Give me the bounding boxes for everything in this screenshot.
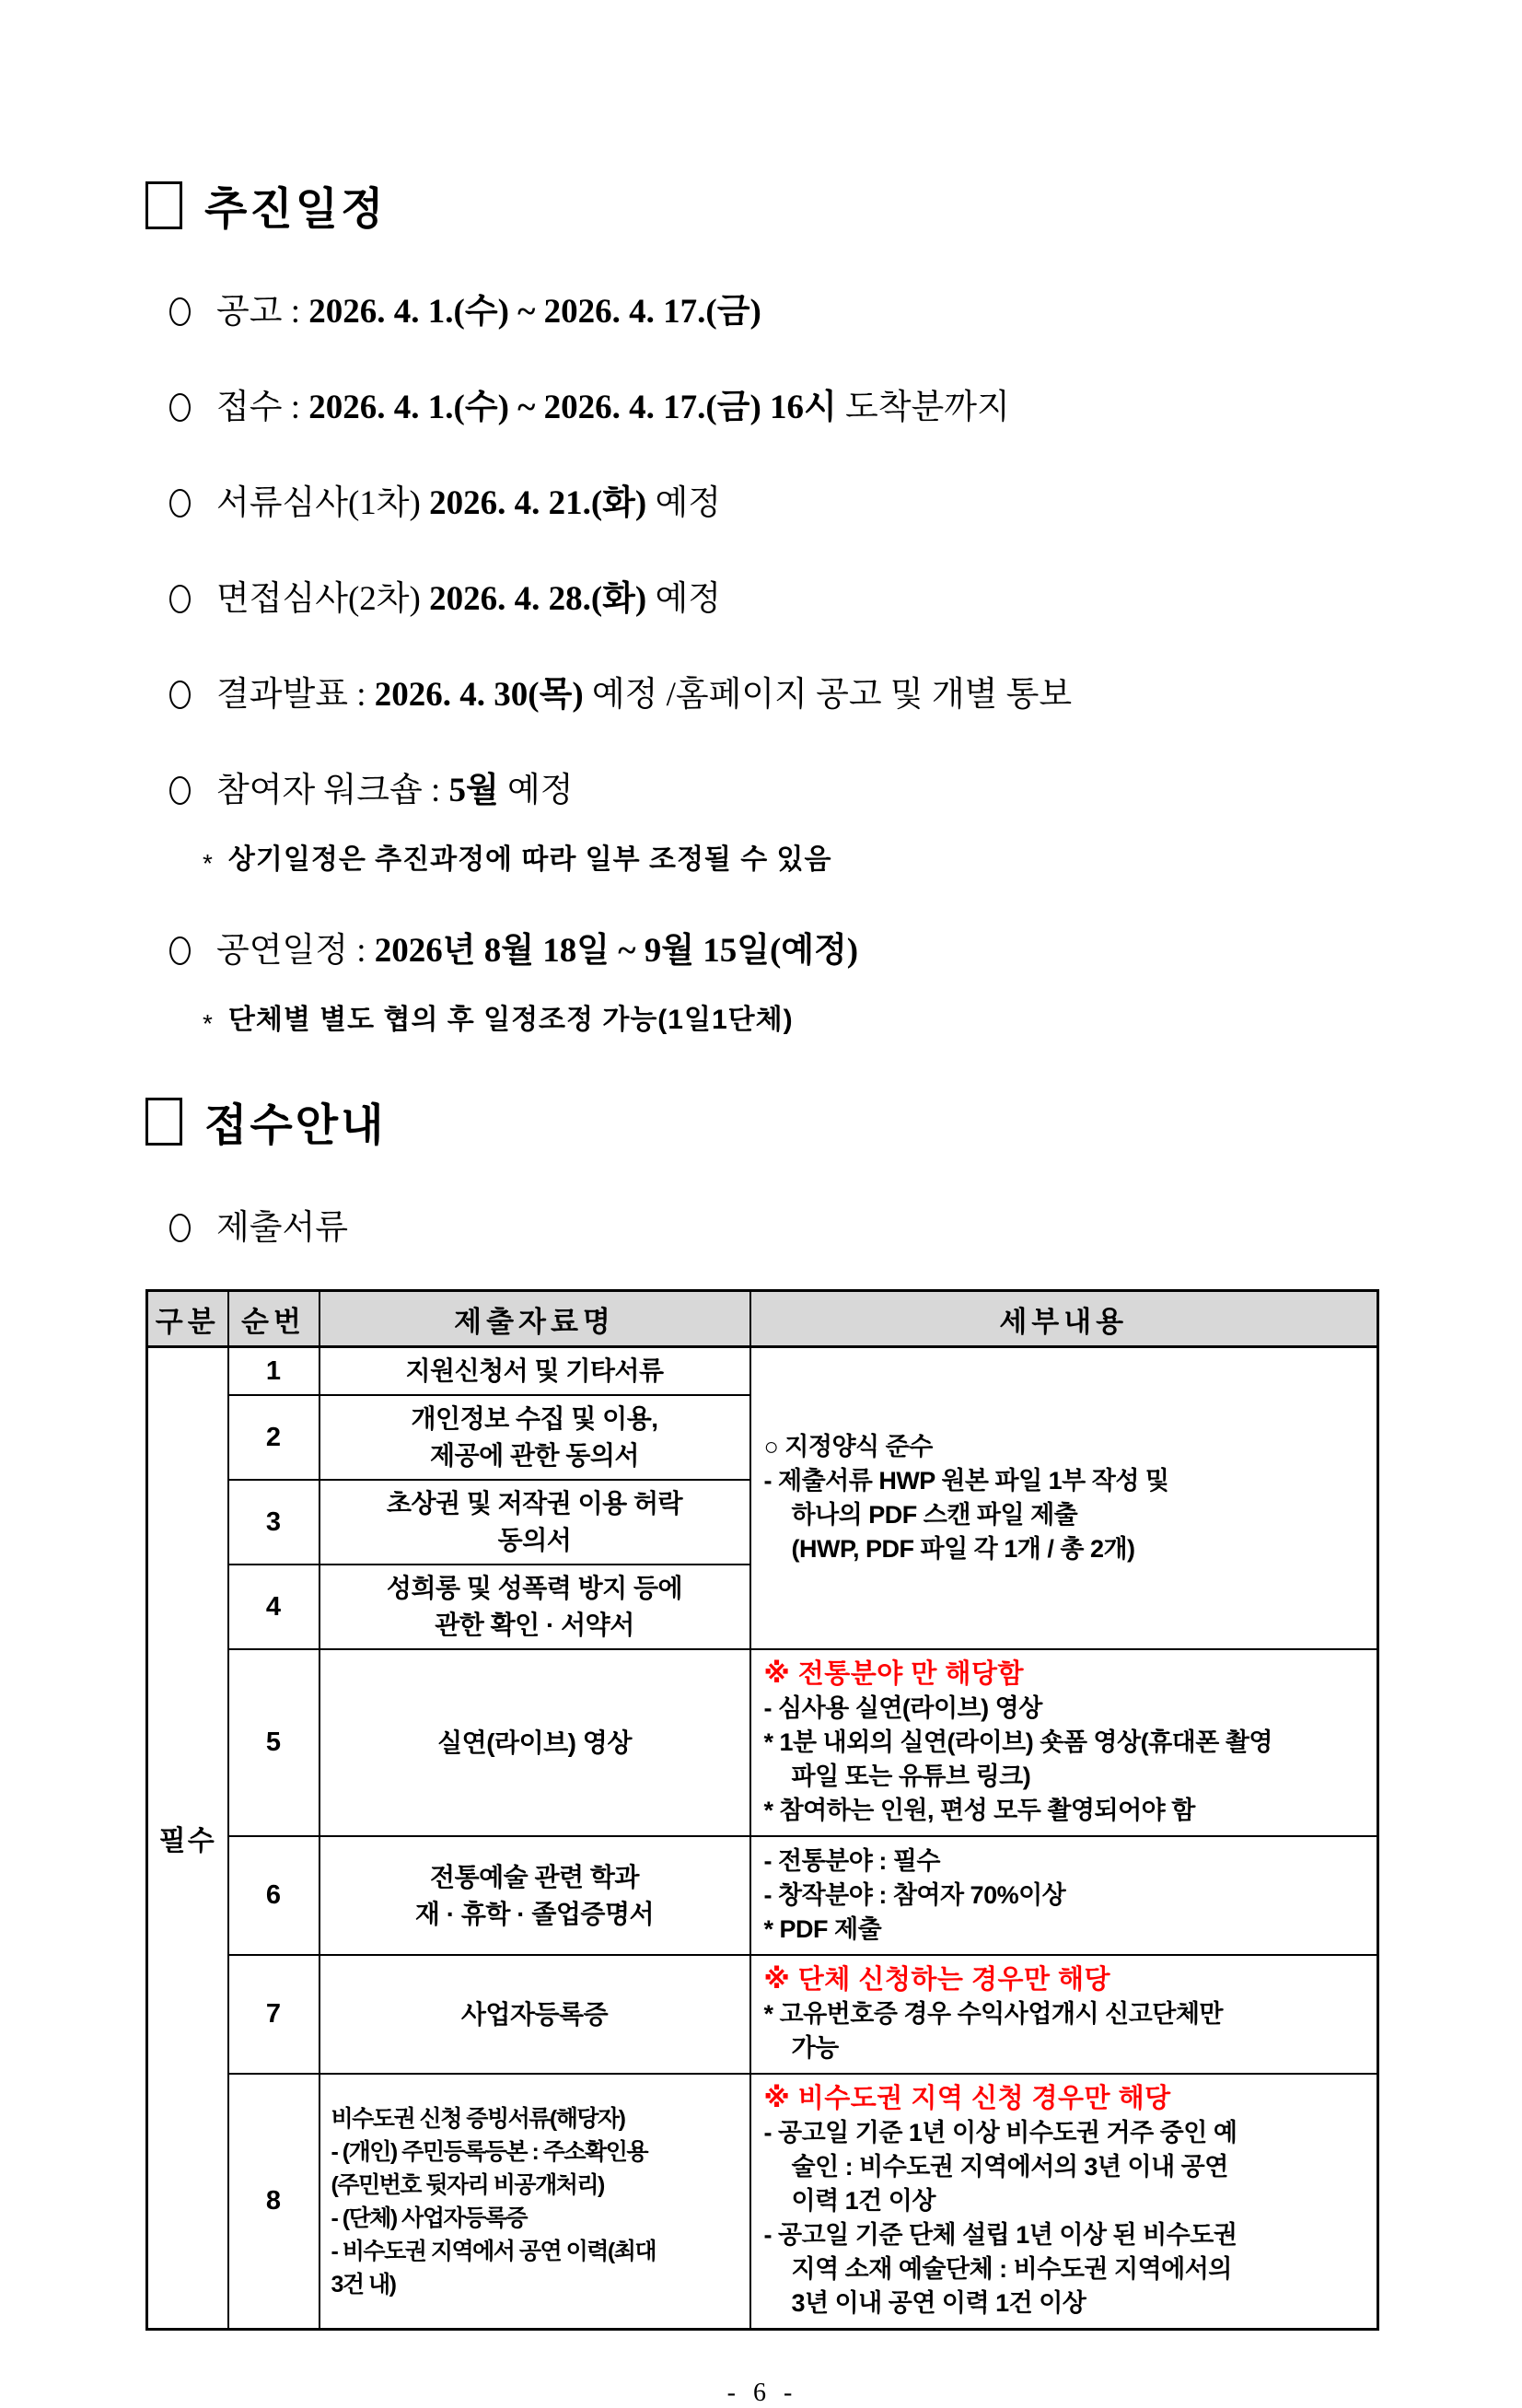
circle-bullet-icon xyxy=(169,393,191,422)
doc-name-cell xyxy=(320,1395,750,1480)
detail-line: 하나의 PDF 스캔 파일 제출 xyxy=(791,1501,1078,1529)
schedule-item-text: 참여자 워크숍 : 5월 예정 xyxy=(216,772,574,809)
schedule-item-text: 공연일정 : 2026년 8월 18일 ~ 9월 15일(예정) xyxy=(216,932,859,970)
doc-name-line: 제공에 관한 동의서 xyxy=(430,1441,639,1470)
detail-line: * 참여하는 인원, 편성 모두 촬영되어야 함 xyxy=(763,1797,1195,1824)
row-number-cell: 2 xyxy=(228,1395,320,1480)
section-schedule xyxy=(145,173,1379,1041)
detail-note-red: ※ 전통분야 만 해당함 xyxy=(763,1659,1024,1689)
doc-name-line: 3건 내) xyxy=(331,2271,396,2297)
schedule-item-text: 접수 : 2026. 4. 1.(수) ~ 2026. 4. 17.(금) 16시 도착분까지 xyxy=(216,389,1010,426)
circle-bullet-icon xyxy=(169,776,191,805)
detail-cell xyxy=(750,1649,1378,1836)
circle-bullet-icon xyxy=(169,681,191,709)
doc-name-line: 동의서 xyxy=(497,1526,572,1554)
doc-name-cell xyxy=(320,2074,750,2330)
detail-line: - 공고일 기준 단체 설립 1년 이상 된 비수도권 xyxy=(763,2221,1237,2249)
table-row xyxy=(147,1836,1378,1955)
circle-bullet-icon xyxy=(169,585,191,613)
detail-cell xyxy=(750,2074,1378,2330)
detail-line: * PDF 제출 xyxy=(763,1915,882,1943)
group-label-cell: 필수 xyxy=(147,1347,228,2330)
schedule-list xyxy=(145,290,1379,1041)
table-row xyxy=(147,1649,1378,1836)
schedule-item xyxy=(169,482,1379,526)
detail-line: 지역 소재 예술단체 : 비수도권 지역에서의 xyxy=(791,2255,1232,2283)
schedule-item-text: 서류심사(1차) 2026. 4. 21.(화) 예정 xyxy=(216,484,721,522)
table-row xyxy=(147,1955,1378,2074)
doc-name-cell xyxy=(320,1565,750,1649)
doc-name-cell xyxy=(320,1347,750,1396)
circle-bullet-icon xyxy=(169,297,191,326)
circle-bullet-icon xyxy=(169,489,191,518)
detail-line: 3년 이내 공연 이력 1건 이상 xyxy=(791,2289,1086,2317)
schedule-item-text: 공고 : 2026. 4. 1.(수) ~ 2026. 4. 17.(금) xyxy=(216,293,761,331)
schedule-item xyxy=(169,673,1379,717)
application-heading-label: 접수안내 xyxy=(204,1101,387,1150)
row-number-cell: 8 xyxy=(228,2074,320,2330)
schedule-item-text: 면접심사(2차) 2026. 4. 28.(화) 예정 xyxy=(216,580,721,618)
schedule-item xyxy=(169,769,1379,813)
schedule-item xyxy=(169,290,1379,334)
schedule-item-text: 결과발표 : 2026. 4. 30(목) 예정 /홈페이지 공고 및 개별 통보 xyxy=(216,676,1073,714)
row-number-cell: 3 xyxy=(228,1480,320,1565)
doc-name-line: 사업자등록증 xyxy=(460,1999,609,2029)
schedule-heading-label: 추진일정 xyxy=(204,185,387,234)
doc-name-line: 성희롱 및 성폭력 방지 등에 xyxy=(386,1574,683,1602)
table-header-cell: 세부내용 xyxy=(750,1291,1378,1347)
row-number-cell: 4 xyxy=(228,1565,320,1649)
doc-name-line: 초상권 및 저작권 이용 허락 xyxy=(386,1489,683,1518)
schedule-heading xyxy=(145,173,1379,237)
table-row xyxy=(147,2074,1378,2330)
detail-line: ○ 지정양식 준수 xyxy=(763,1433,933,1460)
detail-line: - 전통분야 : 필수 xyxy=(763,1847,940,1875)
schedule-note-text: 상기일정은 추진과정에 따라 일부 조정될 수 있음 xyxy=(227,844,832,875)
circle-bullet-icon xyxy=(169,936,191,965)
detail-line: (HWP, PDF 파일 각 1개 / 총 2개) xyxy=(791,1535,1135,1563)
detail-line: 파일 또는 유튜브 링크) xyxy=(791,1762,1031,1790)
page-number: - 6 - xyxy=(726,2379,798,2407)
schedule-item xyxy=(169,577,1379,622)
doc-name-line: 지원신청서 및 기타서류 xyxy=(405,1356,664,1385)
detail-cell xyxy=(750,1347,1378,1650)
detail-line: - 창작분야 : 참여자 70%이상 xyxy=(763,1881,1066,1909)
detail-note-red: ※ 비수도권 지역 신청 경우만 해당 xyxy=(763,2084,1171,2113)
submission-documents-table xyxy=(145,1289,1379,2331)
table-header-row xyxy=(147,1291,1378,1347)
detail-line: - 제출서류 HWP 원본 파일 1부 작성 및 xyxy=(763,1467,1169,1495)
doc-name-line: 재 · 휴학 · 졸업증명서 xyxy=(414,1899,655,1928)
submit-docs-label: 제출서류 xyxy=(216,1209,348,1247)
doc-name-line: 전통예술 관련 학과 xyxy=(430,1862,639,1891)
detail-line: 이력 1건 이상 xyxy=(791,2187,935,2215)
detail-line: * 1분 내외의 실연(라이브) 숏폼 영상(휴대폰 촬영 xyxy=(763,1728,1272,1756)
doc-name-line: (주민번호 뒷자리 비공개처리) xyxy=(331,2171,604,2198)
doc-name-line: 관한 확인 · 서약서 xyxy=(435,1611,634,1639)
doc-name-line: - (단체) 사업자등록증 xyxy=(331,2204,528,2231)
doc-name-line: - 비수도권 지역에서 공연 이력(최대 xyxy=(331,2238,656,2264)
table-header-cell: 순번 xyxy=(228,1291,320,1347)
doc-name-cell xyxy=(320,1480,750,1565)
square-bullet-icon xyxy=(145,181,182,229)
table-header-cell: 구분 xyxy=(147,1291,228,1347)
table-header-cell: 제출자료명 xyxy=(320,1291,750,1347)
doc-name-line: - (개인) 주민등록등본 : 주소확인용 xyxy=(331,2138,648,2165)
detail-cell xyxy=(750,1955,1378,2074)
doc-name-line: 실연(라이브) 영상 xyxy=(437,1727,632,1757)
table-body xyxy=(147,1347,1378,2330)
row-number-cell: 5 xyxy=(228,1649,320,1836)
detail-note-red: ※ 단체 신청하는 경우만 해당 xyxy=(763,1965,1111,1995)
detail-line: - 공고일 기준 1년 이상 비수도권 거주 중인 예 xyxy=(763,2119,1237,2146)
detail-line: 가능 xyxy=(791,2034,839,2062)
submit-docs-bullet xyxy=(169,1206,1379,1251)
schedule-note-text: 단체별 별도 협의 후 일정조정 가능(1일1단체) xyxy=(227,1005,794,1035)
detail-line: 술인 : 비수도권 지역에서의 3년 이내 공연 xyxy=(791,2153,1228,2181)
asterisk-icon: * xyxy=(203,1009,214,1038)
doc-name-line: 개인정보 수집 및 이용, xyxy=(411,1404,658,1433)
doc-name-cell xyxy=(320,1955,750,2074)
doc-name-cell xyxy=(320,1836,750,1955)
schedule-note xyxy=(203,843,1379,881)
doc-name-cell xyxy=(320,1649,750,1836)
schedule-note xyxy=(203,1003,1379,1041)
row-number-cell: 1 xyxy=(228,1347,320,1396)
doc-name-line: 비수도권 신청 증빙서류(해당자) xyxy=(331,2105,625,2132)
application-heading xyxy=(145,1089,1379,1153)
circle-bullet-icon xyxy=(169,1214,191,1242)
asterisk-icon: * xyxy=(203,849,214,878)
schedule-item xyxy=(169,929,1379,973)
detail-cell xyxy=(750,1836,1378,1955)
row-number-cell: 6 xyxy=(228,1836,320,1955)
table-row xyxy=(147,1347,1378,1396)
schedule-item xyxy=(169,386,1379,430)
detail-line: * 고유번호증 경우 수익사업개시 신고단체만 xyxy=(763,2000,1223,2028)
detail-line: - 심사용 실연(라이브) 영상 xyxy=(763,1694,1042,1722)
square-bullet-icon xyxy=(145,1098,182,1146)
row-number-cell: 7 xyxy=(228,1955,320,2074)
section-application xyxy=(145,1089,1379,2331)
